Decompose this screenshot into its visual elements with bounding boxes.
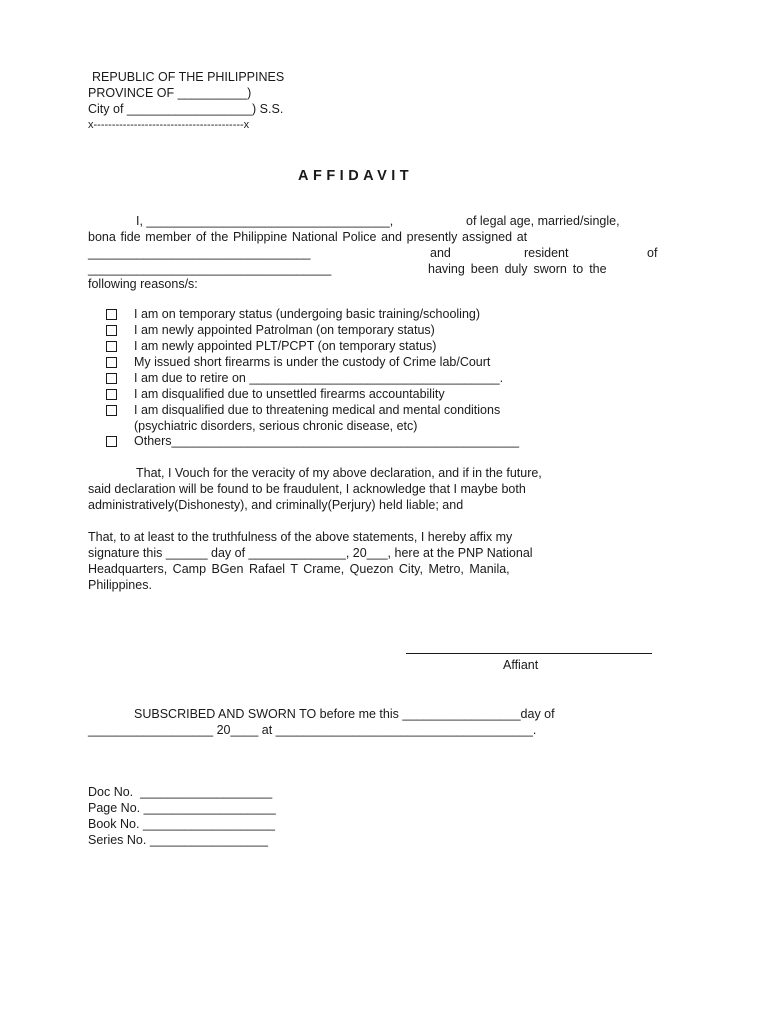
attestation-line-1: That, to at least to the truthfulness of the above statements, I hereby affix my [88,530,513,544]
header-city: City of __________________) S.S. [88,102,284,116]
declaration-line-2: said declaration will be found to be fraudulent, I acknowledge that I maybe both [88,482,526,496]
reason-checkbox-7[interactable] [106,405,117,416]
reason-checkbox-5[interactable] [106,373,117,384]
intro-line-1b: of legal age, married/single, [466,214,620,228]
reason-checkbox-3[interactable] [106,341,117,352]
reason-label-3: I am newly appointed PLT/PCPT (on temporary status) [134,339,437,353]
intro-line-5: following reasons/s: [88,277,198,291]
reason-checkbox-1[interactable] [106,309,117,320]
attestation-line-4: Philippines. [88,578,152,592]
affiant-signature-line[interactable] [406,653,652,654]
declaration-line-3: administratively(Dishonesty), and criminally(Perjury) held liable; and [88,498,464,512]
doc-number: Doc No. ___________________ [88,785,273,799]
intro-line-3d: of [647,246,658,260]
page-number: Page No. ___________________ [88,801,276,815]
header-separator: x-----------------------------------------x [88,119,250,131]
intro-line-4a: ___________________________________ [88,262,332,276]
reason-label-5: I am due to retire on ____________________________________. [134,371,504,385]
affiant-label: Affiant [503,658,539,672]
book-number: Book No. ___________________ [88,817,275,831]
reason-label-4: My issued short firearms is under the custody of Crime lab/Court [134,355,491,369]
reason-checkbox-others[interactable] [106,436,117,447]
declaration-line-1: That, I Vouch for the veracity of my above declaration, and if in the future, [136,466,542,480]
reason-label-7-continuation: (psychiatric disorders, serious chronic disease, etc) [134,419,418,433]
header-republic: REPUBLIC OF THE PHILIPPINES [92,70,285,84]
reason-checkbox-6[interactable] [106,389,117,400]
reason-label-1: I am on temporary status (undergoing basic training/schooling) [134,307,481,321]
header-province: PROVINCE OF __________) [88,86,252,100]
attestation-line-2: signature this ______ day of ______________, 20___, here at the PNP National [88,546,533,560]
reason-checkbox-4[interactable] [106,357,117,368]
jurat-line-1: SUBSCRIBED AND SWORN TO before me this _________________day of [134,707,555,721]
jurat-line-2: __________________ 20____ at _____________________________________. [88,723,537,737]
series-number: Series No. _________________ [88,833,269,847]
intro-line-3a: ________________________________ [88,246,311,260]
intro-line-4b: having been duly sworn to the [428,262,607,276]
reason-label-2: I am newly appointed Patrolman (on temporary status) [134,323,435,337]
reason-checkbox-2[interactable] [106,325,117,336]
reason-label-6: I am disqualified due to unsettled firearms accountability [134,387,445,401]
intro-line-3c: resident [524,246,569,260]
intro-line-1a: I, ___________________________________, [136,214,394,228]
attestation-line-3: Headquarters, Camp BGen Rafael T Crame, Quezon City, Metro, Manila, [88,562,510,576]
intro-line-2: bona fide member of the Philippine National Police and presently assigned at [88,230,528,244]
intro-line-3b: and [430,246,451,260]
reason-label-others: Others__________________________________________________ [134,434,520,448]
document-title: AFFIDAVIT [298,168,414,184]
reason-label-7: I am disqualified due to threatening medical and mental conditions [134,403,501,417]
